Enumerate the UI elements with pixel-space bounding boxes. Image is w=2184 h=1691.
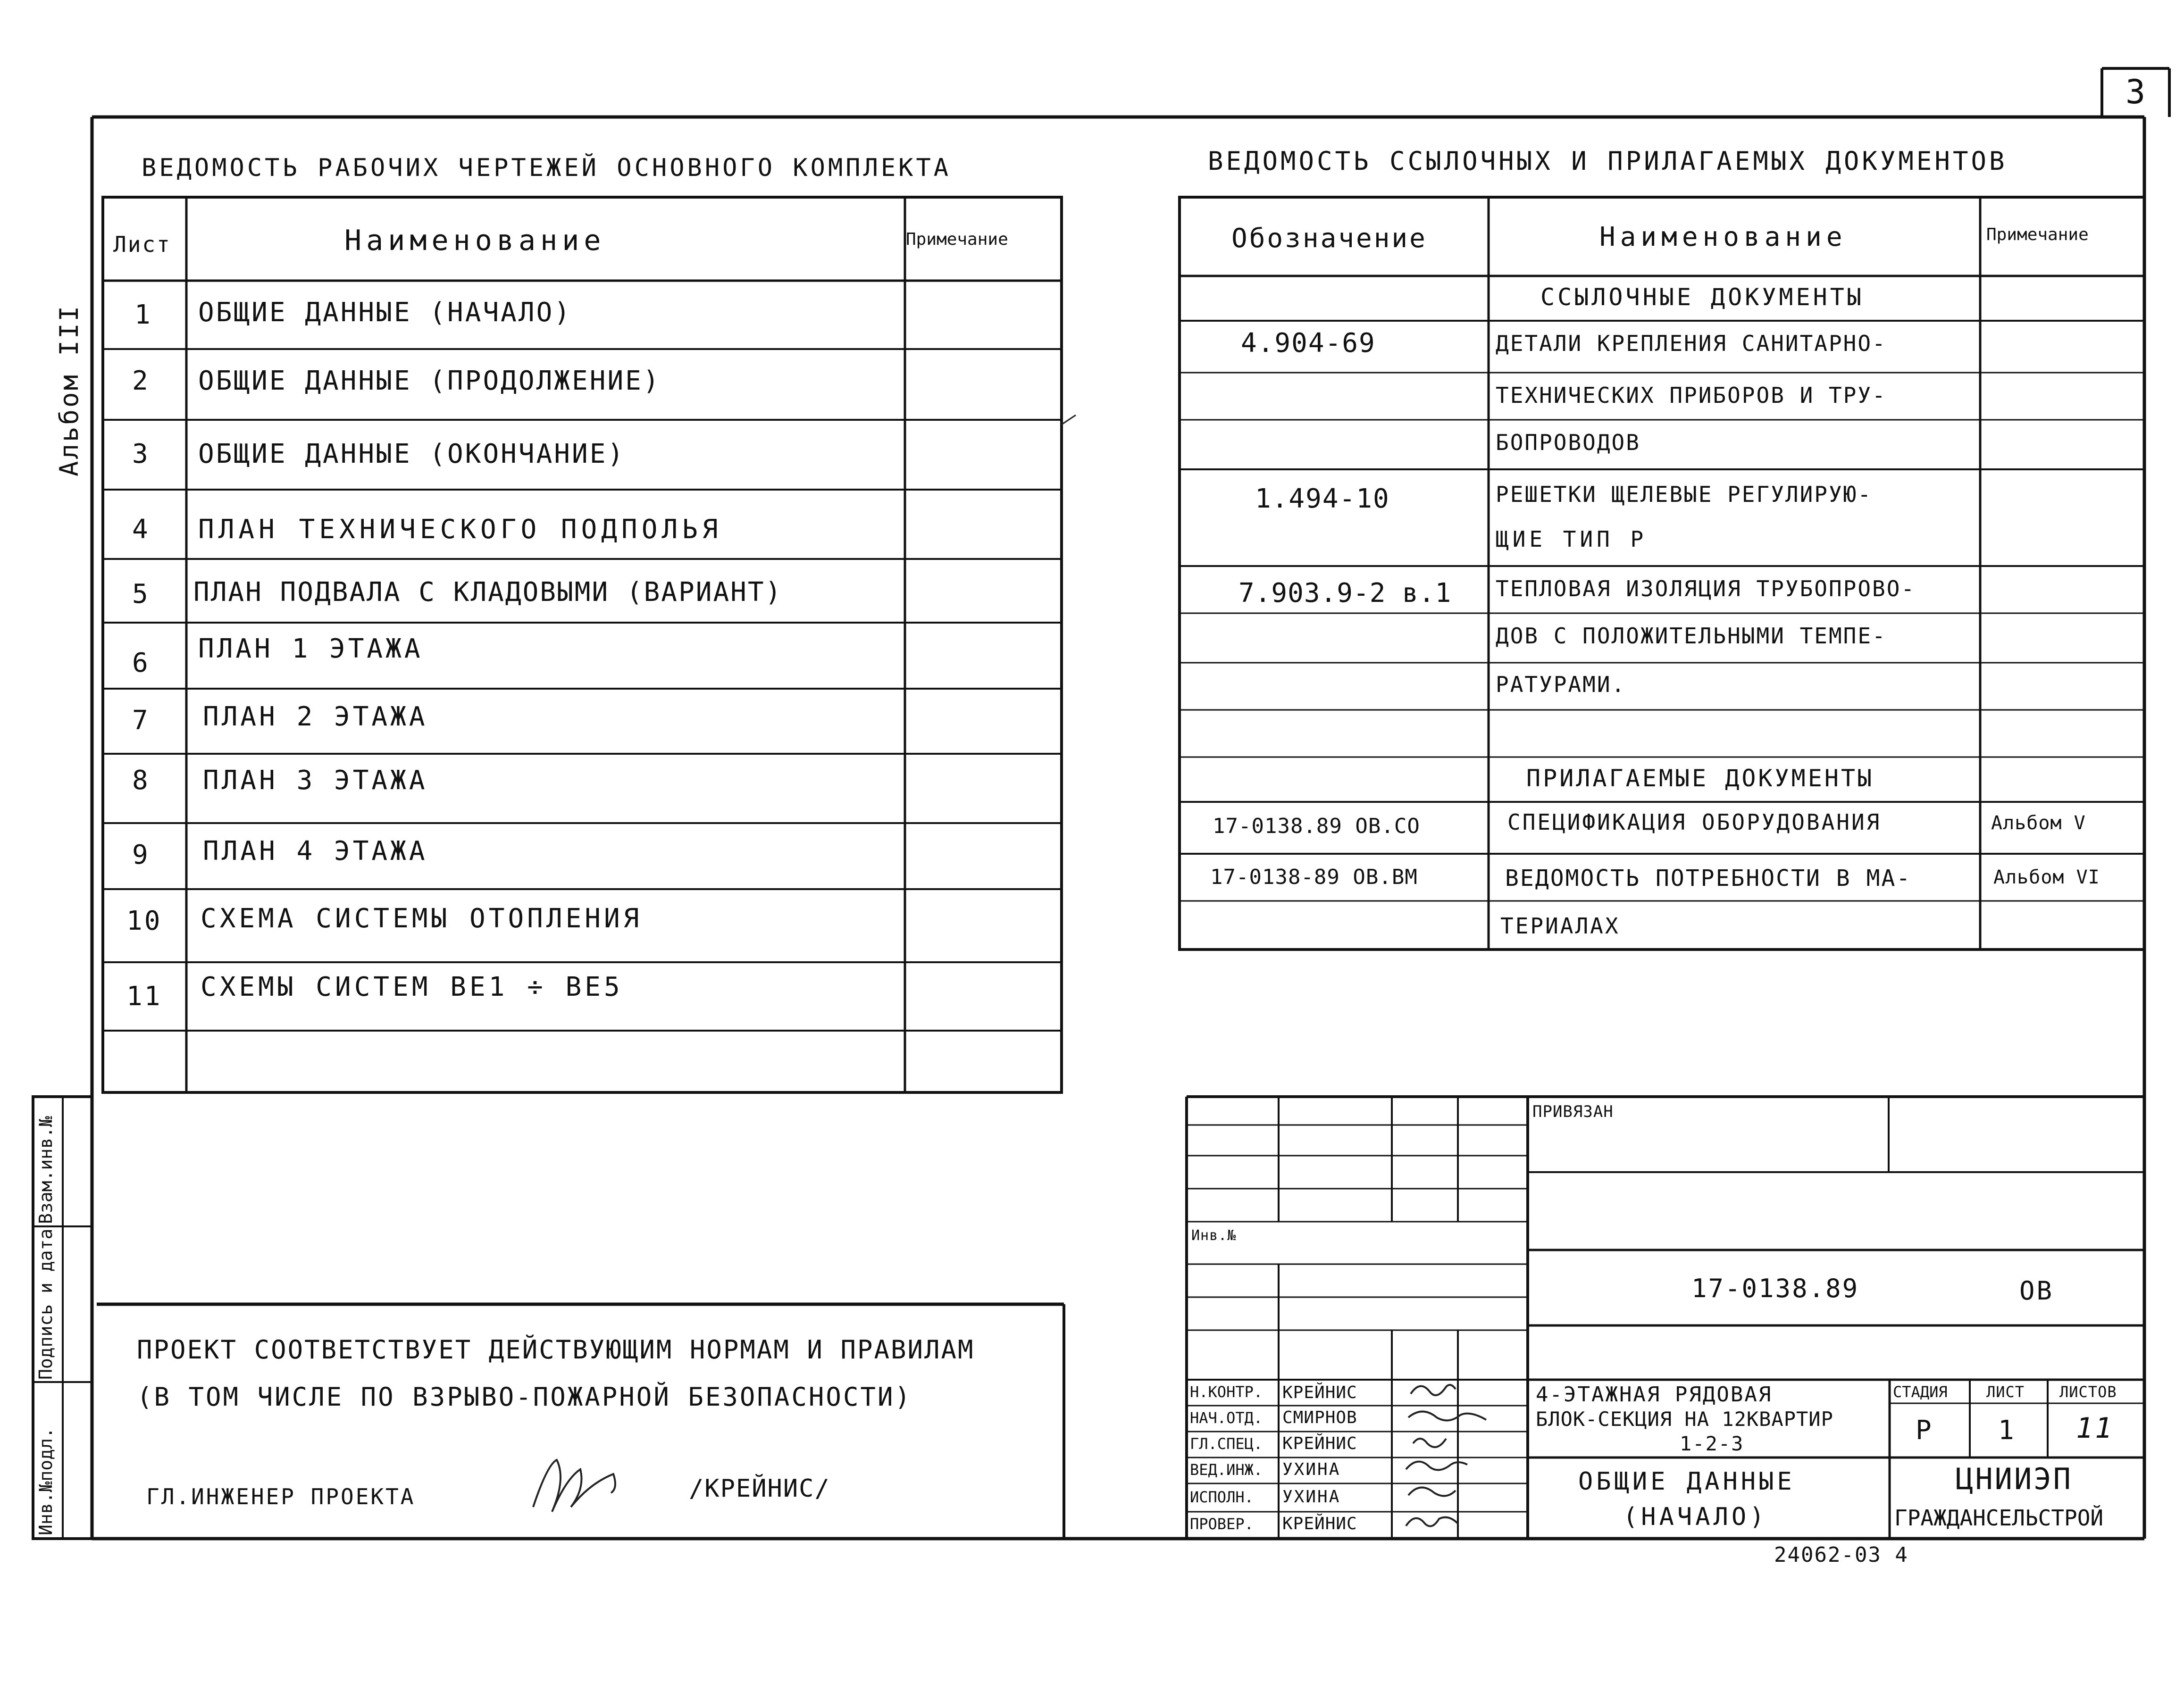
table-row-name: ПРИЛАГАЕМЫЕ ДОКУМЕНТЫ (1526, 765, 1874, 792)
table-row-name: ВЕДОМОСТЬ ПОТРЕБНОСТИ В МА- (1505, 865, 1912, 891)
table-row-name: СПЕЦИФИКАЦИЯ ОБОРУДОВАНИЯ (1507, 809, 1882, 835)
sheets-value: 11 (2076, 1412, 2114, 1445)
attached-label: ПРИВЯЗАН (1532, 1102, 1614, 1121)
table-row-name: ПЛАН 2 ЭТАЖА (203, 701, 428, 732)
sheet-value: 1 (1998, 1415, 2016, 1446)
table-row-sheet: 9 (132, 840, 150, 870)
table-row-name: ТЕХНИЧЕСКИХ ПРИБОРОВ И ТРУ- (1496, 383, 1887, 408)
right-header-name: Наименование (1599, 222, 1847, 252)
role-label: ВЕД.ИНЖ. (1190, 1461, 1263, 1479)
role-label: ГЛ.СПЕЦ. (1190, 1435, 1263, 1453)
project-line-3: 1-2-3 (1680, 1432, 1744, 1455)
sheets-label: ЛИСТОВ (2059, 1383, 2117, 1401)
album-label: Альбом III (54, 304, 84, 476)
left-header-note: Примечание (906, 230, 1008, 249)
chief-engineer-label: ГЛ.ИНЖЕНЕР ПРОЕКТА (146, 1484, 416, 1509)
table-row-name: ПЛАН ПОДВАЛА С КЛАДОВЫМИ (ВАРИАНТ) (193, 577, 783, 608)
table-row-note: Альбом VI (1993, 866, 2100, 888)
role-name: КРЕЙНИС (1282, 1514, 1357, 1533)
role-label: ИСПОЛН. (1190, 1488, 1254, 1506)
table-row-name: ПЛАН 3 ЭТАЖА (203, 765, 428, 796)
table-row-sheet: 4 (132, 514, 150, 545)
table-row-name: ПЛАН 4 ЭТАЖА (203, 836, 428, 866)
compliance-line-2: (В ТОМ ЧИСЛЕ ПО ВЗРЫВО-ПОЖАРНОЙ БЕЗОПАСНОСТИ) (137, 1382, 912, 1412)
archive-code: 24062-03 4 (1774, 1543, 1908, 1567)
side-stamp-replace-inv: Взам.инв.№ (35, 1116, 56, 1224)
table-row-sheet: 6 (132, 648, 150, 678)
table-row-sheet: 8 (132, 765, 150, 796)
table-row-name: ПЛАН ТЕХНИЧЕСКОГО ПОДПОЛЬЯ (198, 514, 722, 545)
sheet-title-line-1: ОБЩИЕ ДАННЫЕ (1578, 1467, 1795, 1496)
project-line-1: 4-ЭТАЖНАЯ РЯДОВАЯ (1536, 1383, 1773, 1407)
table-row-name: СХЕМА СИСТЕМЫ ОТОПЛЕНИЯ (201, 903, 643, 934)
table-row-designation: 7.903.9-2 в.1 (1238, 578, 1452, 608)
table-row-name: ТЕРИАЛАХ (1500, 913, 1620, 939)
right-table-title: ВЕДОМОСТЬ ССЫЛОЧНЫХ И ПРИЛАГАЕМЫХ ДОКУМЕНТОВ (1208, 146, 2008, 176)
table-row-name: ПЛАН 1 ЭТАЖА (198, 633, 423, 664)
organization-line-1: ЦНИИЭП (1956, 1462, 2073, 1496)
table-row-name: РЕШЕТКИ ЩЕЛЕВЫЕ РЕГУЛИРУЮ- (1496, 482, 1873, 507)
table-row-designation: 17-0138.89 ОВ.СО (1213, 814, 1420, 838)
table-row-sheet: 1 (134, 300, 152, 330)
table-row-name: ТЕПЛОВАЯ ИЗОЛЯЦИЯ ТРУБОПРОВО- (1496, 576, 1916, 601)
organization-line-2: ГРАЖДАНСЕЛЬСТРОЙ (1894, 1505, 2104, 1531)
table-row-sheet: 11 (126, 981, 162, 1012)
role-label: Н.КОНТР. (1190, 1383, 1263, 1401)
table-row-name: ДОВ С ПОЛОЖИТЕЛЬНЫМИ ТЕМПЕ- (1496, 623, 1887, 649)
left-header-name: Наименование (344, 224, 606, 257)
table-row-sheet: 10 (126, 906, 162, 936)
table-row-sheet: 3 (132, 439, 150, 469)
table-row-note: Альбом V (1991, 812, 2086, 834)
role-name: КРЕЙНИС (1282, 1383, 1357, 1402)
table-row-name: ЩИЕ ТИП Р (1496, 526, 1648, 552)
table-row-name: РАТУРАМИ. (1496, 672, 1626, 697)
role-name: КРЕЙНИС (1282, 1434, 1357, 1453)
table-row-designation: 17-0138-89 ОВ.ВМ (1210, 865, 1418, 889)
table-row-sheet: 5 (132, 579, 150, 609)
right-header-note: Примечание (1986, 225, 2089, 244)
page-number: 3 (2125, 73, 2146, 111)
sheet-label: ЛИСТ (1986, 1383, 2025, 1401)
left-table-title: ВЕДОМОСТЬ РАБОЧИХ ЧЕРТЕЖЕЙ ОСНОВНОГО КОМПЛЕКТА (142, 154, 952, 182)
project-line-2: БЛОК-СЕКЦИЯ НА 12КВАРТИР (1536, 1408, 1833, 1431)
table-row-sheet: 2 (132, 366, 150, 396)
inv-no-label: Инв.№ (1191, 1227, 1237, 1244)
document-code-suffix: ОВ (2019, 1276, 2054, 1306)
table-row-name: БОПРОВОДОВ (1496, 430, 1640, 455)
stage-value: Р (1916, 1415, 1933, 1446)
chief-engineer-name: /КРЕЙНИС/ (689, 1474, 830, 1503)
role-name: УХИНА (1282, 1460, 1341, 1479)
side-stamp-signature-date: Подпись и дата (35, 1228, 56, 1380)
role-name: УХИНА (1282, 1487, 1341, 1507)
table-row-name: ОБЩИЕ ДАННЫЕ (ПРОДОЛЖЕНИЕ) (198, 366, 661, 396)
table-row-designation: 1.494-10 (1255, 483, 1390, 514)
role-label: НАЧ.ОТД. (1190, 1409, 1263, 1427)
role-label: ПРОВЕР. (1190, 1515, 1254, 1533)
table-row-name: ОБЩИЕ ДАННЫЕ (НАЧАЛО) (198, 297, 572, 328)
right-header-designation: Обозначение (1231, 223, 1427, 254)
table-row-name: ССЫЛОЧНЫЕ ДОКУМЕНТЫ (1540, 283, 1864, 311)
table-row-sheet: 7 (132, 705, 150, 736)
role-name: СМИРНОВ (1282, 1408, 1357, 1427)
table-row-name: ДЕТАЛИ КРЕПЛЕНИЯ САНИТАРНО- (1496, 331, 1887, 356)
stage-label: СТАДИЯ (1893, 1383, 1948, 1401)
left-header-sheet: Лист (113, 232, 171, 257)
table-row-name: ОБЩИЕ ДАННЫЕ (ОКОНЧАНИЕ) (198, 439, 626, 469)
side-stamp-inv-no: Инв.№подл. (35, 1427, 56, 1535)
table-row-name: СХЕМЫ СИСТЕМ ВЕ1 ÷ ВЕ5 (201, 972, 623, 1002)
sheet-title-line-2: (НАЧАЛО) (1623, 1503, 1768, 1531)
table-row-designation: 4.904-69 (1241, 328, 1376, 358)
document-code: 17-0138.89 (1691, 1274, 1859, 1303)
compliance-line-1: ПРОЕКТ СООТВЕТСТВУЕТ ДЕЙСТВУЮЩИМ НОРМАМ И ПРАВИЛАМ (137, 1335, 975, 1365)
